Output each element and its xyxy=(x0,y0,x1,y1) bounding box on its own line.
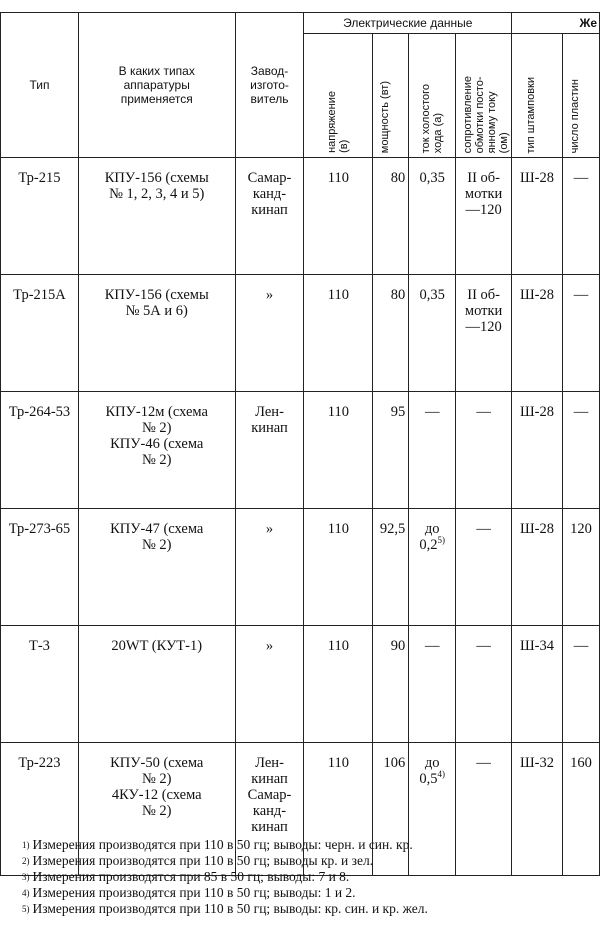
cell-resistance xyxy=(456,275,512,392)
cell-maker-text: Лен- кинап Самар- канд- кинап xyxy=(247,755,292,835)
cell-plates xyxy=(563,392,600,509)
cell-current-text: 0,35 xyxy=(419,287,445,303)
cell-current xyxy=(409,275,456,392)
footnote-text: Измерения производятся при 85 в 50 гц; выводы: 7 и 8. xyxy=(32,869,350,884)
cell-current-text: — xyxy=(424,638,440,654)
cell-power-text: 106 xyxy=(383,755,406,771)
table-body xyxy=(1,158,600,876)
table-row xyxy=(1,626,600,743)
cell-power xyxy=(373,158,409,275)
cell-maker-text: Лен- кинап xyxy=(251,404,288,436)
cell-power xyxy=(373,392,409,509)
cell-voltage-text: 110 xyxy=(327,404,349,420)
table-row xyxy=(1,158,600,275)
cell-power-text: 90 xyxy=(390,638,406,654)
cell-voltage xyxy=(304,626,373,743)
cell-voltage xyxy=(304,158,373,275)
cell-maker xyxy=(235,275,304,392)
header-voltage: напряжение (в) xyxy=(326,91,351,153)
table-row xyxy=(1,275,600,392)
cell-voltage-text: 110 xyxy=(327,755,349,771)
footnote xyxy=(22,853,600,869)
header-dc-resistance: сопротивление обмотки посто- янному току (ом) xyxy=(461,75,510,153)
cell-apparatus-text: КПУ-50 (схема № 2) 4КУ-12 (схема № 2) xyxy=(110,755,204,819)
cell-maker-text: » xyxy=(265,638,274,654)
cell-resistance-text: II об- мотки —120 xyxy=(464,287,503,335)
cell-plates xyxy=(563,509,600,626)
footnote-number: 4) xyxy=(22,888,30,898)
cell-plates-text: — xyxy=(573,287,589,303)
cell-plates-text: 120 xyxy=(570,521,592,537)
footnote xyxy=(22,901,600,917)
cell-resistance-text: — xyxy=(476,521,491,537)
cell-power-text: 80 xyxy=(390,170,406,186)
cell-stamping-text: Ш-28 xyxy=(520,521,555,537)
header-electrical-group: Электрические данные xyxy=(343,16,473,31)
cell-current xyxy=(409,626,456,743)
cell-voltage xyxy=(304,509,373,626)
cell-current xyxy=(409,509,456,626)
cell-stamping xyxy=(512,392,563,509)
cell-resistance xyxy=(456,158,512,275)
cell-power xyxy=(373,275,409,392)
cell-plates xyxy=(563,626,600,743)
cell-power xyxy=(373,626,409,743)
cell-current-text: 0,35 xyxy=(419,170,445,186)
cell-power xyxy=(373,509,409,626)
cell-resistance-text: — xyxy=(476,755,491,771)
header-iron-group: Же xyxy=(579,16,597,31)
cell-power-text: 92,5 xyxy=(379,521,406,537)
cell-apparatus-text: КПУ-156 (схемы № 5А и 6) xyxy=(104,287,209,319)
cell-stamping xyxy=(512,509,563,626)
cell-stamping-text: Ш-32 xyxy=(520,755,555,771)
cell-type-text: Тр-215 xyxy=(18,170,61,186)
cell-type-text: Тр-273-65 xyxy=(8,521,71,537)
cell-plates-text: — xyxy=(573,638,589,654)
header-noload-current: ток холостого хода (а) xyxy=(420,83,445,153)
footnote-ref: 5) xyxy=(437,535,446,546)
cell-maker-text: » xyxy=(265,287,274,303)
cell-resistance xyxy=(456,392,512,509)
cell-voltage xyxy=(304,275,373,392)
cell-voltage-text: 110 xyxy=(327,638,349,654)
cell-apparatus-text: 20WT (КУТ-1) xyxy=(111,638,203,654)
cell-stamping xyxy=(512,626,563,743)
cell-maker xyxy=(235,626,304,743)
cell-type-text: Т-3 xyxy=(28,638,50,654)
table-row xyxy=(1,509,600,626)
cell-power-text: 80 xyxy=(390,287,406,303)
header-row-groups xyxy=(1,13,600,34)
footnote-ref: 4) xyxy=(437,769,446,780)
cell-maker-text: Самар- канд- кинап xyxy=(247,170,292,218)
cell-apparatus-text: КПУ-47 (схема № 2) xyxy=(110,521,204,553)
cell-stamping-text: Ш-28 xyxy=(520,404,555,420)
cell-apparatus-text: КПУ-156 (схемы № 1, 2, 3, 4 и 5) xyxy=(104,170,209,202)
cell-current-text: до 0,5 xyxy=(419,755,440,787)
cell-apparatus xyxy=(78,158,235,275)
cell-plates xyxy=(563,275,600,392)
cell-resistance-text: II об- мотки —120 xyxy=(464,170,503,218)
cell-maker xyxy=(235,509,304,626)
cell-voltage-text: 110 xyxy=(327,287,349,303)
cell-type xyxy=(1,275,79,392)
cell-apparatus xyxy=(78,392,235,509)
cell-resistance xyxy=(456,509,512,626)
cell-apparatus xyxy=(78,509,235,626)
cell-apparatus-text: КПУ-12м (схема № 2) КПУ-46 (схема № 2) xyxy=(105,404,208,468)
footnote xyxy=(22,869,600,885)
cell-power-text: 95 xyxy=(390,404,406,420)
footnote-text: Измерения производятся при 110 в 50 гц; выводы: 1 и 2. xyxy=(32,885,356,900)
footnote-text: Измерения производятся при 110 в 50 гц; выводы кр. и зел. xyxy=(32,853,374,868)
cell-resistance xyxy=(456,626,512,743)
header-maker: Завод- изгото- витель xyxy=(250,64,289,106)
footnote-text: Измерения производятся при 110 в 50 гц; выводы: черн. и син. кр. xyxy=(32,837,413,852)
cell-stamping xyxy=(512,158,563,275)
transformer-table xyxy=(0,12,600,876)
header-apparatus: В каких типах аппаратуры применяется xyxy=(118,64,195,106)
cell-plates-text: 160 xyxy=(570,755,592,771)
cell-type-text: Тр-223 xyxy=(18,755,61,771)
footnote xyxy=(22,885,600,901)
cell-apparatus xyxy=(78,626,235,743)
cell-plates-text: — xyxy=(573,404,589,420)
cell-type-text: Тр-264-53 xyxy=(8,404,71,420)
header-stamping-type: тип штамповки xyxy=(525,76,538,153)
cell-voltage xyxy=(304,392,373,509)
footnote-number: 1) xyxy=(22,840,30,850)
footnote-number: 2) xyxy=(22,856,30,866)
cell-plates xyxy=(563,158,600,275)
cell-type xyxy=(1,626,79,743)
header-plates-count: число пластин xyxy=(569,78,581,153)
cell-voltage-text: 110 xyxy=(327,170,349,186)
cell-resistance-text: — xyxy=(476,404,491,420)
cell-type xyxy=(1,158,79,275)
cell-apparatus xyxy=(78,275,235,392)
cell-maker xyxy=(235,158,304,275)
cell-current-text: — xyxy=(424,404,440,420)
cell-type-text: Тр-215А xyxy=(13,287,66,303)
footnote-number: 5) xyxy=(22,904,30,914)
cell-type xyxy=(1,392,79,509)
cell-current xyxy=(409,392,456,509)
cell-stamping-text: Ш-28 xyxy=(520,170,555,186)
footnote-number: 3) xyxy=(22,872,30,882)
footnote xyxy=(22,837,600,853)
cell-current xyxy=(409,158,456,275)
cell-stamping-text: Ш-34 xyxy=(520,638,555,654)
cell-maker-text: » xyxy=(265,521,274,537)
table-row xyxy=(1,392,600,509)
footnote-text: Измерения производятся при 110 в 50 гц; выводы: кр. син. и кр. жел. xyxy=(32,901,428,916)
cell-resistance-text: — xyxy=(476,638,491,654)
cell-current-text: до 0,2 xyxy=(419,521,440,553)
cell-stamping-text: Ш-28 xyxy=(520,287,555,303)
cell-stamping xyxy=(512,275,563,392)
footnotes xyxy=(22,837,600,917)
cell-plates-text: — xyxy=(573,170,589,186)
cell-type xyxy=(1,509,79,626)
header-power: мощность (вт) xyxy=(378,80,391,153)
header-type: Тип xyxy=(29,78,50,92)
cell-maker xyxy=(235,392,304,509)
cell-voltage-text: 110 xyxy=(327,521,349,537)
